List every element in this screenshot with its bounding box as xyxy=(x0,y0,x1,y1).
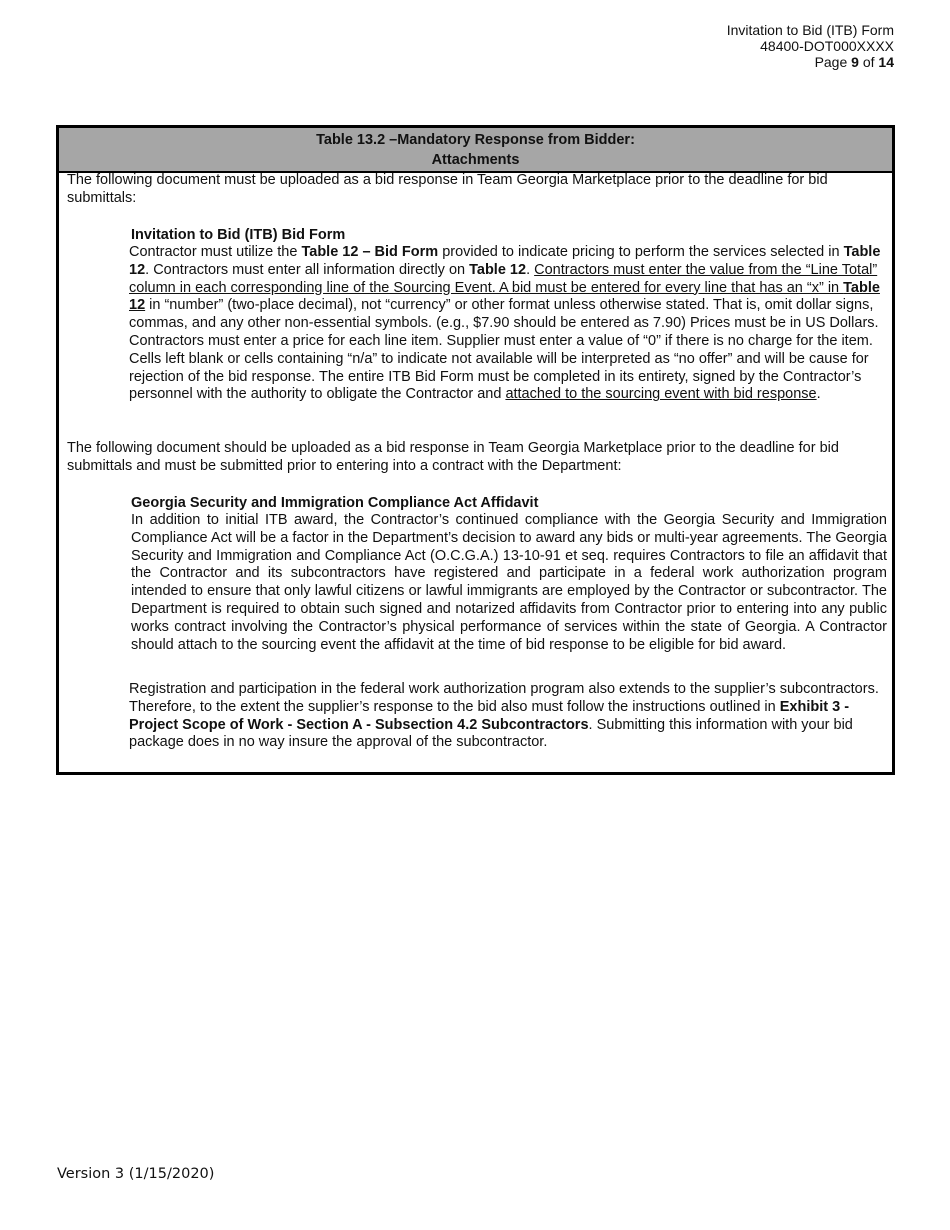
form-number: 48400-DOT000XXXX xyxy=(760,38,894,54)
table-subtitle: Attachments xyxy=(431,152,520,168)
registration-paragraph: Registration and participation in the federal work authorization program also extends to the supplier’s subcontractors. Therefore, to the extent the supplier’s response to the bid also must follow the instructions outlined in Exhibit 3 - Project Scope of Work - Section A - Subsection 4.2 Subcontractors. Submitting this information with your bid package does in no way insure the approval of the subcontractor. xyxy=(129,681,879,751)
intro-paragraph-should: The following document should be uploaded as a bid response in Team Georgia Marketplace prior to the deadline for bid submittals and must be submitted prior to entering into a contract with the Department: xyxy=(67,440,839,474)
itb-bid-form-title: Invitation to Bid (ITB) Bid Form xyxy=(131,227,346,243)
page-number: Page 9 of 14 xyxy=(814,54,894,70)
itb-bid-form-paragraph: Contractor must utilize the Table 12 – Bid Form provided to indicate pricing to perform the services selected in Table 12. Contractors must enter all information directly on Table 12. Contractors must enter the value from the “Line Total” column in each corresponding line of the Sourcing Event. A bid must be entered for every line that has an “x” in Table 12 in “number” (two-place decimal), not “currency” or other format unless otherwise stated. That is, omit dollar signs, commas, and any other non-essential symbols. (e.g., $7.90 should be entered as 7.90) Prices must be in US Dollars. Contractors must enter a price for each line item. Supplier must enter a value of “0” if there is no charge for the item. Cells left blank or cells containing “n/a” to indicate not available will be interpreted as “no offer” and will be cause for rejection of the bid response. The entire ITB Bid Form must be completed in its entirety, signed by the Contractor’s personnel with the authority to obligate the Contractor and attached to the sourcing event with bid response. xyxy=(129,244,881,403)
version-footer: Version 3 (1/15/2020) xyxy=(57,1166,215,1182)
page-header xyxy=(727,22,894,70)
table-header xyxy=(59,128,892,173)
gsica-affidavit-paragraph: In addition to initial ITB award, the Contractor’s continued compliance with the Georgia Security and Immigration Compliance Act will be a factor in the Department’s decision to award any bids or multi-year agreements. The Georgia Security and Immigration and Compliance Act (O.C.G.A.) 13-10-91 et seq. requires Contractors to file an affidavit that the Contractor and its subcontractors have registered and participate in a federal work authorization program intended to ensure that only lawful citizens or lawful immigrants are employed by the Contractor or subcontractor. The Department is required to obtain such signed and notarized affidavits from Contractor prior to entering into any public works contract involving the Contractor’s physical performance of services within the state of Georgia. A Contractor should attach to the sourcing event the affidavit at the time of bid response to be eligible for bid award. xyxy=(131,512,887,653)
intro-paragraph-must: The following document must be uploaded as a bid response in Team Georgia Marketplace prior to the deadline for bid submittals: xyxy=(67,172,828,206)
gsica-affidavit-title: Georgia Security and Immigration Compliance Act Affidavit xyxy=(131,495,539,511)
attachments-table xyxy=(56,125,895,775)
table-title: Table 13.2 –Mandatory Response from Bidder: xyxy=(316,132,635,148)
form-title: Invitation to Bid (ITB) Form xyxy=(726,22,894,38)
